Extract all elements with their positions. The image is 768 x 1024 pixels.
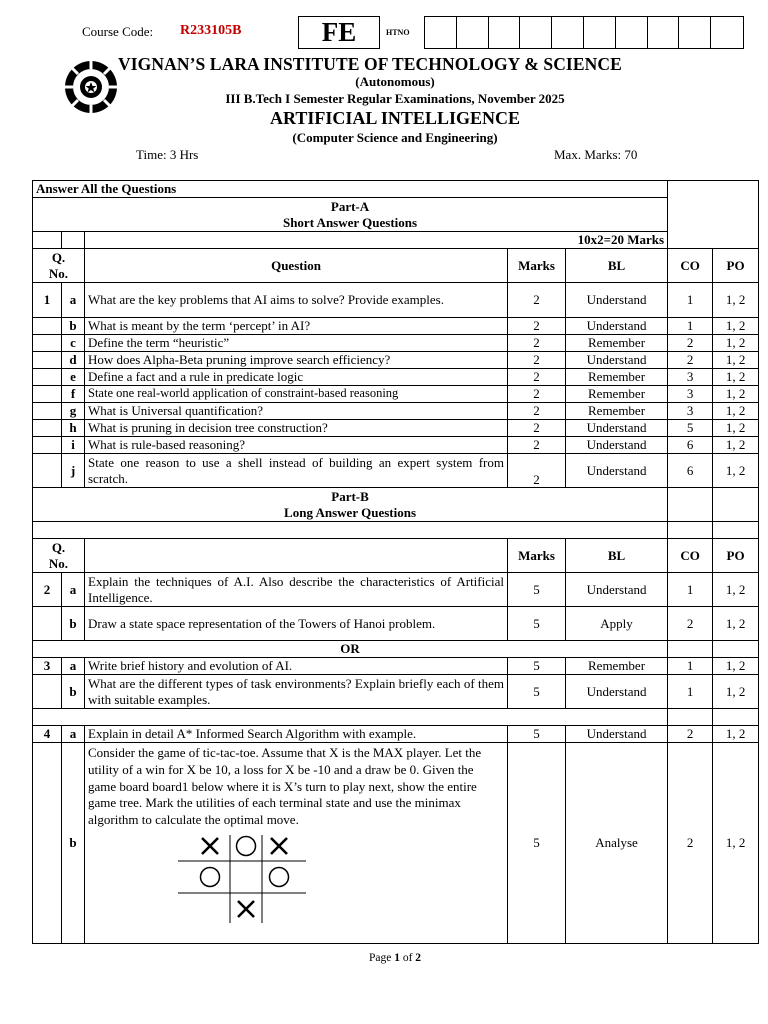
table-row bbox=[33, 386, 759, 403]
question-marks: 2 bbox=[508, 420, 566, 437]
question-po: 1, 2 bbox=[713, 420, 759, 437]
question-po: 1, 2 bbox=[713, 352, 759, 369]
question-po: 1, 2 bbox=[713, 437, 759, 454]
htno-digit-box[interactable] bbox=[552, 17, 584, 48]
question-co: 1 bbox=[668, 573, 713, 607]
question-bl: Understand bbox=[566, 318, 668, 335]
question-bl: Remember bbox=[566, 335, 668, 352]
question-co: 6 bbox=[668, 454, 713, 488]
question-text: State one reason to use a shell instead of building an expert system from scratch. bbox=[85, 454, 508, 488]
col-co-header: CO bbox=[668, 249, 713, 283]
question-marks: 2 bbox=[508, 318, 566, 335]
question-bl: Apply bbox=[566, 607, 668, 641]
question-text: Write brief history and evolution of AI. bbox=[85, 658, 508, 675]
question-subpart: f bbox=[62, 386, 85, 403]
question-po: 1, 2 bbox=[713, 658, 759, 675]
question-co: 5 bbox=[668, 420, 713, 437]
question-text: Define the term “heuristic” bbox=[85, 335, 508, 352]
question-bl: Understand bbox=[566, 437, 668, 454]
question-marks: 2 bbox=[508, 403, 566, 420]
table-row bbox=[33, 658, 759, 675]
question-subpart: a bbox=[62, 658, 85, 675]
table-row bbox=[33, 283, 759, 318]
max-marks: Max. Marks: 70 bbox=[554, 147, 638, 162]
question-text: What is meant by the term ‘percept’ in AI? bbox=[85, 318, 508, 335]
question-po: 1, 2 bbox=[713, 675, 759, 709]
question-number: 2 bbox=[33, 573, 62, 607]
table-row bbox=[33, 352, 759, 369]
question-bl: Remember bbox=[566, 403, 668, 420]
question-subpart: g bbox=[62, 403, 85, 420]
question-po: 1, 2 bbox=[713, 573, 759, 607]
question-po: 1, 2 bbox=[713, 283, 759, 318]
part-b-header-row bbox=[33, 539, 759, 573]
question-bl: Analyse bbox=[566, 743, 668, 944]
question-co: 2 bbox=[668, 335, 713, 352]
col-marks-header: Marks bbox=[508, 539, 566, 573]
part-b-title: Part-B bbox=[331, 489, 369, 504]
part-a-subtitle: Short Answer Questions bbox=[282, 214, 418, 230]
table-row bbox=[33, 437, 759, 454]
tictactoe-board bbox=[178, 833, 308, 925]
question-marks: 2 bbox=[508, 335, 566, 352]
paper-tag-box: FE bbox=[298, 16, 380, 49]
question-bl: Understand bbox=[566, 726, 668, 743]
table-row bbox=[33, 318, 759, 335]
table-row bbox=[33, 743, 759, 944]
question-subpart: a bbox=[62, 726, 85, 743]
x-mark-icon bbox=[271, 838, 287, 854]
table-row bbox=[33, 454, 759, 488]
question-co: 2 bbox=[668, 726, 713, 743]
question-text: Define a fact and a rule in predicate logic bbox=[85, 369, 508, 386]
question-bl: Remember bbox=[566, 386, 668, 403]
institute-name: VIGNAN’S LARA INSTITUTE OF TECHNOLOGY & SCIENCE bbox=[118, 54, 622, 74]
htno-digit-box[interactable] bbox=[489, 17, 521, 48]
department-label: (Computer Science and Engineering) bbox=[292, 130, 498, 145]
col-bl-header: BL bbox=[566, 249, 668, 283]
htno-digit-box[interactable] bbox=[457, 17, 489, 48]
table-row bbox=[33, 607, 759, 641]
htno-digit-box[interactable] bbox=[648, 17, 680, 48]
question-marks: 2 bbox=[508, 386, 566, 403]
question-number: 1 bbox=[33, 283, 62, 318]
question-bl: Understand bbox=[566, 420, 668, 437]
question-subpart: b bbox=[62, 318, 85, 335]
o-mark-icon bbox=[237, 836, 256, 855]
autonomous-label: (Autonomous) bbox=[355, 74, 435, 89]
question-bl: Understand bbox=[566, 573, 668, 607]
table-row bbox=[33, 369, 759, 386]
question-number: 3 bbox=[33, 658, 62, 675]
col-qno-line2: No. bbox=[48, 555, 69, 571]
question-text: What are the different types of task environments? Explain briefly each of them with suitable examples. bbox=[85, 675, 508, 709]
question-text: What is pruning in decision tree construction? bbox=[85, 420, 508, 437]
page-current: 1 bbox=[394, 952, 400, 964]
question-table bbox=[32, 180, 759, 944]
question-po: 1, 2 bbox=[713, 403, 759, 420]
col-qno-header bbox=[33, 249, 85, 283]
question-bl: Understand bbox=[566, 352, 668, 369]
question-cell bbox=[85, 743, 508, 944]
question-number: 4 bbox=[33, 726, 62, 743]
question-po: 1, 2 bbox=[713, 318, 759, 335]
question-po: 1, 2 bbox=[713, 335, 759, 352]
col-qno-header bbox=[33, 539, 85, 573]
table-row bbox=[33, 726, 759, 743]
question-co: 2 bbox=[668, 607, 713, 641]
question-co: 3 bbox=[668, 386, 713, 403]
question-subpart: b bbox=[62, 675, 85, 709]
question-text: Consider the game of tic-tac-toe. Assume that X is the MAX player. Let the utility of a win for X be 10, a loss for X be -10 and a draw be 0. Given the game board board1 below where it is X’s turn to play next, show the entire game tree. Mark the utilities of each terminal state and use the minimax algorithm to calculate the optimal move. bbox=[88, 745, 482, 828]
question-po: 1, 2 bbox=[713, 369, 759, 386]
subject-title: ARTIFICIAL INTELLIGENCE bbox=[270, 108, 520, 128]
page-total: 2 bbox=[415, 952, 422, 964]
question-co: 1 bbox=[668, 283, 713, 318]
question-co: 2 bbox=[668, 352, 713, 369]
question-text: State one real-world application of constraint-based reasoning bbox=[85, 386, 508, 403]
question-text: Explain in detail A* Informed Search Algorithm with example. bbox=[85, 726, 508, 743]
question-po: 1, 2 bbox=[713, 726, 759, 743]
col-marks-header: Marks bbox=[508, 249, 566, 283]
col-question-header: Question bbox=[85, 249, 508, 283]
question-po: 1, 2 bbox=[713, 743, 759, 944]
question-text: Explain the techniques of A.I. Also describe the characteristics of Artificial Intelligence. bbox=[85, 573, 508, 607]
question-subpart: j bbox=[62, 454, 85, 488]
question-bl: Understand bbox=[566, 283, 668, 318]
question-subpart: a bbox=[62, 573, 85, 607]
question-text: Draw a state space representation of the Towers of Hanoi problem. bbox=[85, 607, 508, 641]
question-subpart: e bbox=[62, 369, 85, 386]
question-text: What is rule-based reasoning? bbox=[85, 437, 508, 454]
col-po-header: PO bbox=[713, 249, 759, 283]
or-separator: OR bbox=[33, 641, 668, 658]
question-co: 2 bbox=[668, 743, 713, 944]
htno-digit-box[interactable] bbox=[520, 17, 552, 48]
x-mark-icon bbox=[202, 838, 218, 854]
col-po-header: PO bbox=[713, 539, 759, 573]
part-a-title: Part-A bbox=[330, 199, 370, 214]
question-text: What is Universal quantification? bbox=[85, 403, 508, 420]
part-a-header-row bbox=[33, 249, 759, 283]
question-text: How does Alpha-Beta pruning improve search efficiency? bbox=[85, 352, 508, 369]
question-po: 1, 2 bbox=[713, 386, 759, 403]
question-marks: 5 bbox=[508, 675, 566, 709]
part-a-heading bbox=[33, 198, 668, 232]
htno-boxes[interactable] bbox=[424, 16, 744, 49]
question-marks: 2 bbox=[508, 437, 566, 454]
exam-title: III B.Tech I Semester Regular Examinations, November 2025 bbox=[225, 91, 565, 106]
question-bl: Understand bbox=[566, 675, 668, 709]
col-bl-header: BL bbox=[566, 539, 668, 573]
question-marks: 2 bbox=[508, 283, 566, 318]
htno-digit-box[interactable] bbox=[679, 17, 711, 48]
htno-digit-box[interactable] bbox=[711, 17, 743, 48]
col-qno-line1: Q. bbox=[51, 540, 66, 555]
page-prefix: Page bbox=[368, 952, 392, 964]
htno-digit-box[interactable] bbox=[584, 17, 616, 48]
question-po: 1, 2 bbox=[713, 607, 759, 641]
htno-digit-box[interactable] bbox=[425, 17, 457, 48]
col-qno-line1: Q. bbox=[51, 250, 66, 265]
question-subpart: a bbox=[62, 283, 85, 318]
question-co: 6 bbox=[668, 437, 713, 454]
question-subpart: h bbox=[62, 420, 85, 437]
question-marks: 5 bbox=[508, 573, 566, 607]
course-code-value: R233105B bbox=[180, 23, 242, 38]
question-subpart: d bbox=[62, 352, 85, 369]
question-bl: Remember bbox=[566, 658, 668, 675]
table-row bbox=[33, 335, 759, 352]
htno-digit-box[interactable] bbox=[616, 17, 648, 48]
htno-label: HTNO bbox=[386, 28, 410, 37]
course-code-label: Course Code: bbox=[82, 24, 154, 39]
question-co: 3 bbox=[668, 403, 713, 420]
part-a-marks: 10x2=20 Marks bbox=[85, 232, 668, 249]
table-row bbox=[33, 403, 759, 420]
question-text: What are the key problems that AI aims to solve? Provide examples. bbox=[85, 283, 508, 318]
question-marks: 2 bbox=[508, 369, 566, 386]
question-marks: 5 bbox=[508, 726, 566, 743]
instruction: Answer All the Questions bbox=[33, 181, 668, 198]
question-subpart: b bbox=[62, 607, 85, 641]
question-bl: Remember bbox=[566, 369, 668, 386]
question-marks: 5 bbox=[508, 658, 566, 675]
question-po: 1, 2 bbox=[713, 454, 759, 488]
question-marks: 2 bbox=[508, 352, 566, 369]
part-b-heading bbox=[33, 488, 668, 522]
col-qno-line2: No. bbox=[48, 265, 69, 281]
part-b-subtitle: Long Answer Questions bbox=[284, 504, 417, 520]
question-bl: Understand bbox=[566, 454, 668, 488]
question-co: 3 bbox=[668, 369, 713, 386]
table-row bbox=[33, 420, 759, 437]
question-co: 1 bbox=[668, 658, 713, 675]
question-subpart: i bbox=[62, 437, 85, 454]
x-mark-icon bbox=[238, 901, 254, 917]
question-co: 1 bbox=[668, 318, 713, 335]
question-marks: 5 bbox=[508, 743, 566, 944]
page-number bbox=[0, 952, 768, 964]
o-mark-icon bbox=[201, 867, 220, 886]
exam-duration: Time: 3 Hrs bbox=[136, 147, 199, 162]
col-co-header: CO bbox=[668, 539, 713, 573]
question-subpart: c bbox=[62, 335, 85, 352]
question-marks: 2 bbox=[508, 454, 566, 488]
question-marks: 5 bbox=[508, 607, 566, 641]
page-of: of bbox=[402, 952, 413, 964]
o-mark-icon bbox=[270, 867, 289, 886]
question-co: 1 bbox=[668, 675, 713, 709]
question-subpart: b bbox=[62, 743, 85, 944]
table-row bbox=[33, 573, 759, 607]
table-row bbox=[33, 675, 759, 709]
